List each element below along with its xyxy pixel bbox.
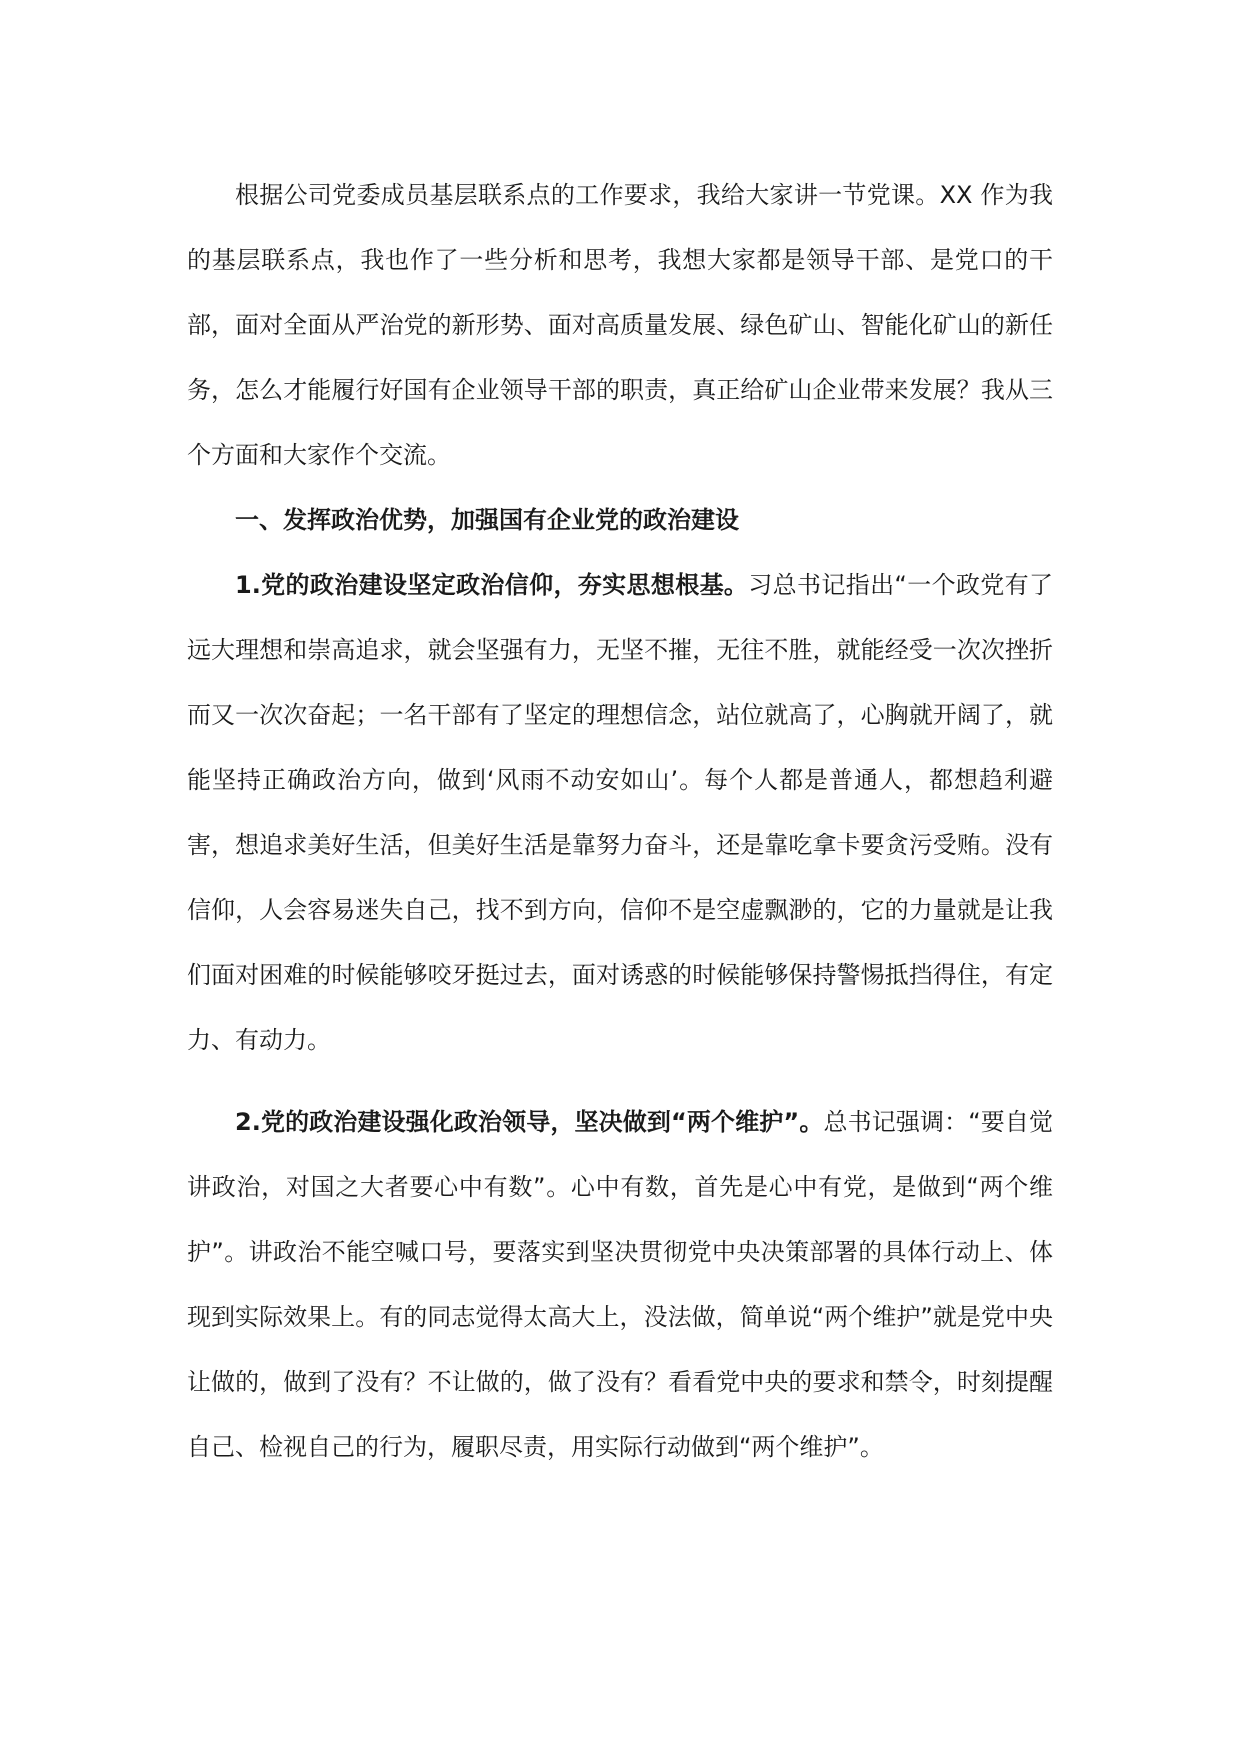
document-page — [187, 163, 1053, 1480]
section-heading: 一、发挥政治优势，加强国有企业党的政治建设 — [235, 506, 739, 534]
point-1-body: 习总书记指出“一个政党有了远大理想和崇高追求，就会坚强有力，无坚不摧，无往不胜，就能经受一次次挫折而又一次次奋起；一名干部有了坚定的理想信念，站位就高了，心胸就开阔了，就能坚持正确政治方向，做到‘风雨不动安如山’。每个人都是普通人，都想趋利避害，想追求美好生活，但美好生活是靠努力奋斗，还是靠吃拿卡要贪污受贿。没有信仰，人会容易迷失自己，找不到方向，信仰不是空虚飘渺的，它的力量就是让我们面对困难的时候能够咬牙挺过去，面对诱惑的时候能够保持警惕抵挡得住，有定力、有动力。 — [187, 571, 1053, 1054]
intro-paragraph: 根据公司党委成员基层联系点的工作要求，我给大家讲一节党课。XX 作为我的基层联系点，我也作了一些分析和思考，我想大家都是领导干部、是党口的干部，面对全面从严治党的新形势、面对高质量发展、绿色矿山、智能化矿山的新任务，怎么才能履行好国有企业领导干部的职责，真正给矿山企业带来发展？我从三个方面和大家作个交流。 — [187, 181, 1053, 469]
paragraph-gap — [187, 1073, 1053, 1090]
point-1-lead: 1.党的政治建设坚定政治信仰，夯实思想根基。 — [235, 571, 749, 599]
point-1-paragraph — [187, 553, 1053, 1073]
point-2-paragraph — [187, 1090, 1053, 1480]
point-2-body: 总书记强调：“要自觉讲政治，对国之大者要心中有数”。心中有数，首先是心中有党，是做到“两个维护”。讲政治不能空喊口号，要落实到坚决贯彻党中央决策部署的具体行动上、体现到实际效果上。有的同志觉得太高大上，没法做，简单说“两个维护”就是党中央让做的，做到了没有？不让做的，做了没有？看看党中央的要求和禁令，时刻提醒自己、检视自己的行为，履职尽责，用实际行动做到“两个维护”。 — [187, 1108, 1053, 1461]
point-2-lead: 2.党的政治建设强化政治领导，坚决做到“两个维护”。 — [235, 1108, 824, 1136]
